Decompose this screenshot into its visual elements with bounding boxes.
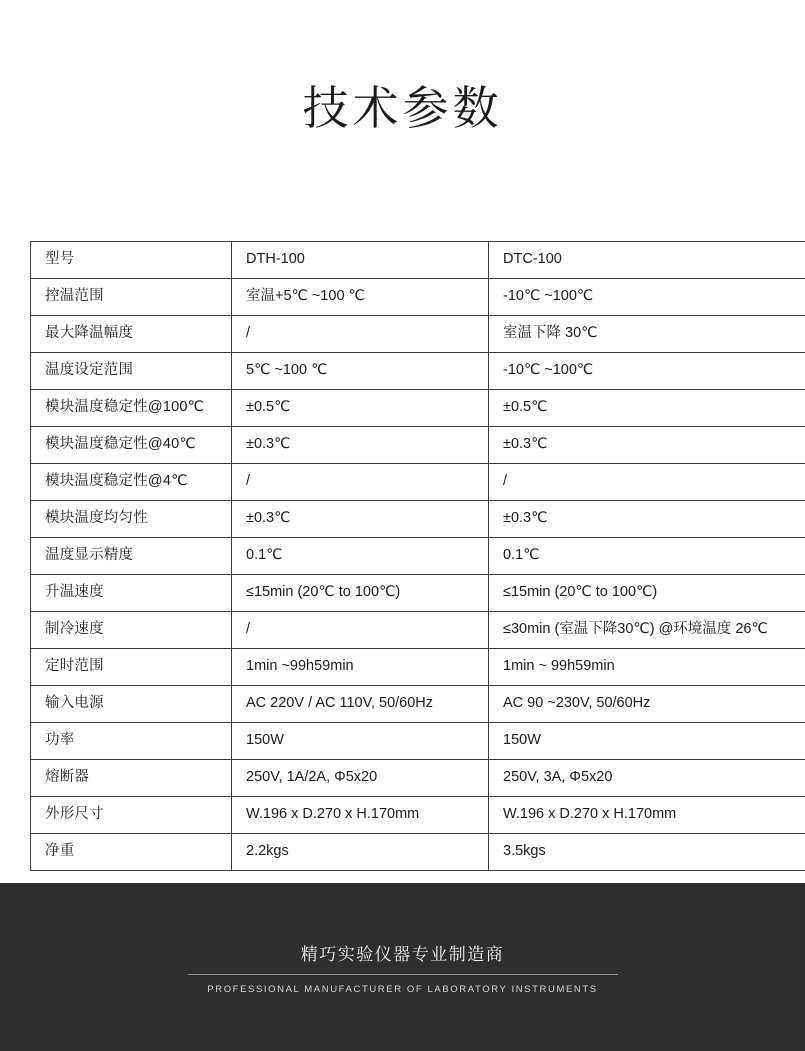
row-label: 模块温度均匀性	[31, 500, 232, 537]
table-row	[31, 537, 805, 574]
table-row	[31, 352, 805, 389]
table-row	[31, 759, 805, 796]
row-label: 升温速度	[31, 574, 232, 611]
row-value-dth: ±0.5℃	[232, 389, 489, 426]
table-header-row	[31, 241, 805, 278]
column-header-model: 型号	[31, 241, 232, 278]
row-label: 模块温度稳定性@40℃	[31, 426, 232, 463]
table-row	[31, 500, 805, 537]
row-value-dtc: -10℃ ~100℃	[489, 278, 805, 315]
footer-divider	[188, 974, 618, 975]
row-value-dth: 1min ~99h59min	[232, 648, 489, 685]
row-value-dtc: 1min ~ 99h59min	[489, 648, 805, 685]
column-header-dtc100: DTC-100	[489, 241, 805, 278]
table-row	[31, 833, 805, 870]
table-row	[31, 389, 805, 426]
column-header-dth100: DTH-100	[232, 241, 489, 278]
row-value-dtc: AC 90 ~230V, 50/60Hz	[489, 685, 805, 722]
row-value-dth: W.196 x D.270 x H.170mm	[232, 796, 489, 833]
row-label: 模块温度稳定性@4℃	[31, 463, 232, 500]
table-body	[31, 241, 805, 870]
footer-slogan-cn: 精巧实验仪器专业制造商	[300, 944, 505, 965]
row-label: 外形尺寸	[31, 796, 232, 833]
table-row	[31, 463, 805, 500]
row-label: 净重	[31, 833, 232, 870]
table-row	[31, 278, 805, 315]
row-value-dtc: ±0.3℃	[489, 426, 805, 463]
technical-parameters-table	[30, 241, 805, 871]
row-value-dtc: ≤30min (室温下降30℃) @环境温度 26℃	[489, 611, 805, 648]
row-value-dth: 2.2kgs	[232, 833, 489, 870]
table-row	[31, 574, 805, 611]
table-row	[31, 426, 805, 463]
row-label: 熔断器	[31, 759, 232, 796]
row-value-dth: AC 220V / AC 110V, 50/60Hz	[232, 685, 489, 722]
table-row	[31, 648, 805, 685]
row-label: 模块温度稳定性@100℃	[31, 389, 232, 426]
row-label: 输入电源	[31, 685, 232, 722]
row-value-dtc: ≤15min (20℃ to 100℃)	[489, 574, 805, 611]
row-value-dth: ±0.3℃	[232, 500, 489, 537]
row-value-dtc: ±0.5℃	[489, 389, 805, 426]
row-value-dth: /	[232, 315, 489, 352]
spec-table-wrapper	[30, 241, 775, 871]
row-value-dth: 5℃ ~100 ℃	[232, 352, 489, 389]
row-value-dth: ≤15min (20℃ to 100℃)	[232, 574, 489, 611]
row-label: 控温范围	[31, 278, 232, 315]
row-value-dth: 0.1℃	[232, 537, 489, 574]
row-value-dtc: 150W	[489, 722, 805, 759]
page-title: 技术参数	[302, 81, 503, 135]
table-row	[31, 796, 805, 833]
row-value-dtc: 室温下降 30℃	[489, 315, 805, 352]
row-value-dth: 250V, 1A/2A, Φ5x20	[232, 759, 489, 796]
row-value-dtc: 250V, 3A, Φ5x20	[489, 759, 805, 796]
table-row	[31, 611, 805, 648]
row-value-dtc: W.196 x D.270 x H.170mm	[489, 796, 805, 833]
row-value-dth: 室温+5℃ ~100 ℃	[232, 278, 489, 315]
row-value-dtc: ±0.3℃	[489, 500, 805, 537]
row-value-dth: 150W	[232, 722, 489, 759]
row-label: 功率	[31, 722, 232, 759]
row-label: 温度显示精度	[31, 537, 232, 574]
row-value-dth: ±0.3℃	[232, 426, 489, 463]
table-row	[31, 315, 805, 352]
row-label: 制冷速度	[31, 611, 232, 648]
row-label: 定时范围	[31, 648, 232, 685]
row-value-dth: /	[232, 611, 489, 648]
row-value-dtc: /	[489, 463, 805, 500]
table-row	[31, 685, 805, 722]
row-value-dth: /	[232, 463, 489, 500]
row-value-dtc: -10℃ ~100℃	[489, 352, 805, 389]
row-label: 最大降温幅度	[31, 315, 232, 352]
row-value-dtc: 3.5kgs	[489, 833, 805, 870]
table-row	[31, 722, 805, 759]
footer-banner	[0, 883, 805, 1051]
row-value-dtc: 0.1℃	[489, 537, 805, 574]
footer-slogan-en: PROFESSIONAL MANUFACTURER OF LABORATORY INSTRUMENTS	[207, 983, 598, 995]
row-label: 温度设定范围	[31, 352, 232, 389]
